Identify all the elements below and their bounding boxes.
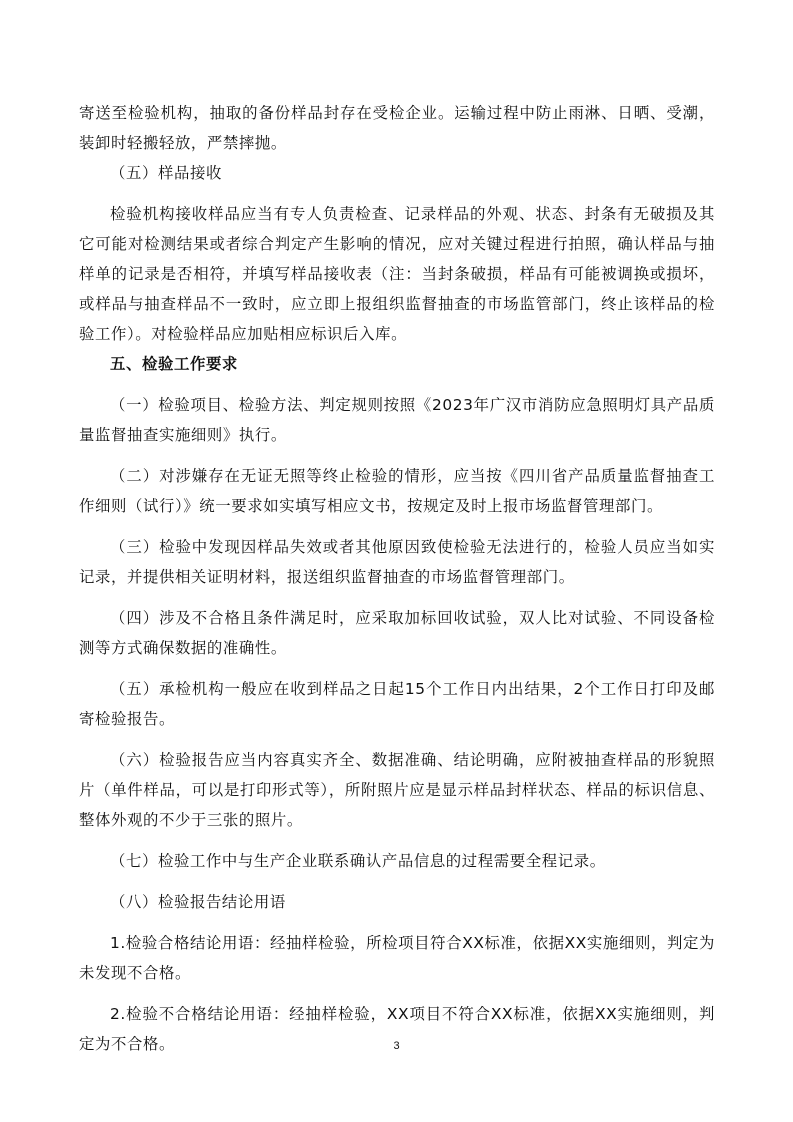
- subheading-sample-receipt: （五）样品接收: [110, 164, 222, 182]
- paragraph-item-2: （二）对涉嫌存在无证无照等终止检验的情形，应当按《四川省产品质量监督抽查工作细则（试行）》统一要求如实填写相应文书，按规定及时上报市场监督管理部门。: [79, 467, 715, 515]
- paragraph-item-3: （三）检验中发现因样品失效或者其他原因致使检验无法进行的，检验人员应当如实记录，并提供相关证明材料，报送组织监督抽查的市场监督管理部门。: [79, 538, 715, 586]
- paragraph-sample-receipt: 检验机构接收样品应当有专人负责检查、记录样品的外观、状态、封条有无破损及其它可能对检测结果或者综合判定产生影响的情况，应对关键过程进行拍照，确认样品与抽样单的记录是否相符，并填写样品接收表（注：当封条破损，样品有可能被调换或损坏，或样品与抽查样品不一致时，应立即上报组织监督抽查的市场监管部门，终止该样品的检验工作）。对检验样品应加贴相应标识后入库。: [79, 205, 715, 343]
- paragraph-item-6: （六）检验报告应当内容真实齐全、数据准确、结论明确，应附被抽查样品的形貌照片（单件样品，可以是打印形式等），所附照片应是显示样品封样状态、样品的标识信息、整体外观的不少于三张的照片。: [79, 751, 715, 829]
- paragraph-item-1: （一）检验项目、检验方法、判定规则按照《2023年广汉市消防应急照明灯具产品质量监督抽查实施细则》执行。: [79, 396, 715, 444]
- paragraph-conclusion-fail: 2.检验不合格结论用语：经抽样检验，XX项目不符合XX标准，依据XX实施细则，判定为不合格。: [79, 1005, 715, 1053]
- document-body: [79, 98, 715, 1059]
- paragraph-conclusion-pass: 1.检验合格结论用语：经抽样检验，所检项目符合XX标准，依据XX实施细则，判定为未发现不合格。: [79, 934, 715, 982]
- paragraph-item-7: （七）检验工作中与生产企业联系确认产品信息的过程需要全程记录。: [110, 852, 606, 870]
- paragraph-transport: 寄送至检验机构，抽取的备份样品封存在受检企业。运输过程中防止雨淋、日晒、受潮，装卸时轻搬轻放，严禁摔抛。: [79, 104, 715, 152]
- paragraph-item-5: （五）承检机构一般应在收到样品之日起15个工作日内出结果，2个工作日打印及邮寄检验报告。: [79, 680, 715, 728]
- paragraph-item-4: （四）涉及不合格且条件满足时，应采取加标回收试验，双人比对试验、不同设备检测等方式确保数据的准确性。: [79, 609, 715, 657]
- paragraph-item-8: （八）检验报告结论用语: [110, 893, 286, 911]
- section-heading-inspection-requirements: 五、检验工作要求: [110, 355, 238, 373]
- page-number: 3: [393, 1040, 400, 1052]
